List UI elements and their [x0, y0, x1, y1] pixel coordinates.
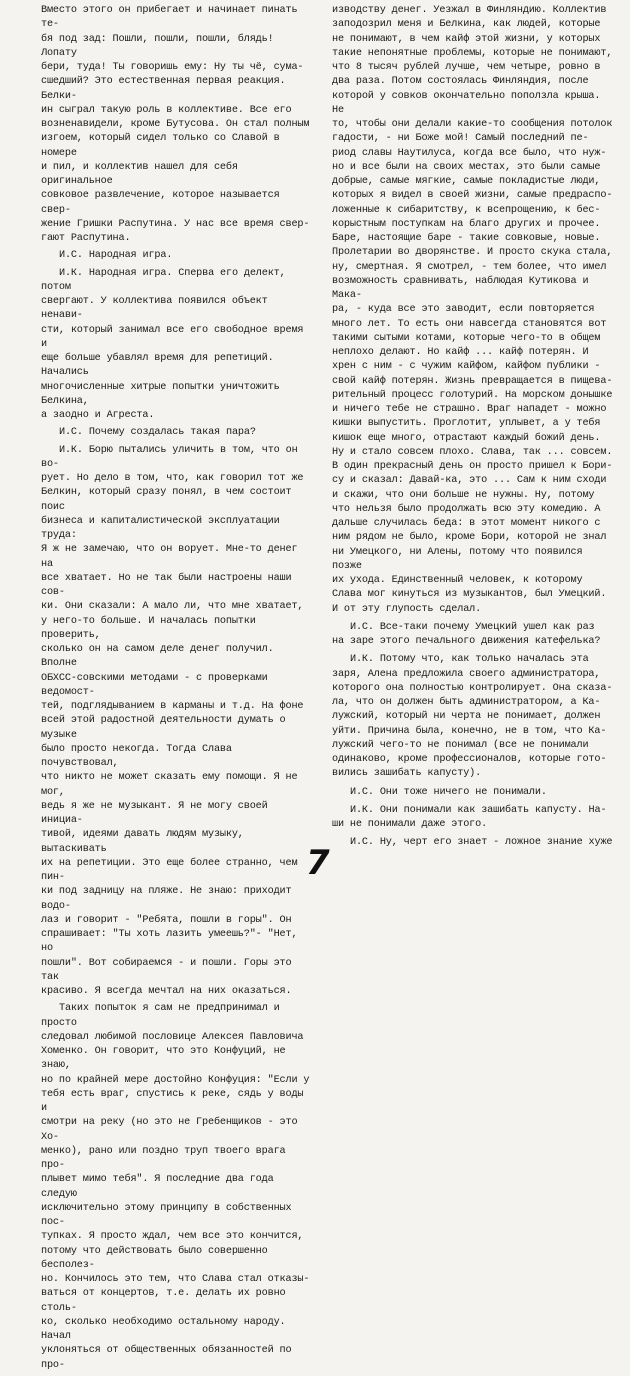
paragraph: И.К. Борю пытались уличить в том, что он во- рует. Но дело в том, что, как говорил тот же Белкин, который сразу понял, в чем состоит поис бизнеса и капиталистической эксплуатации труда: Я ж не замечаю, что он ворует. Мне-то денег на все хватает. Но не так были настроены наши сов- ки. Они сказали: А мало ли, что мне хватает, у него-то больше. И началась попытки проверить, сколько он на самом деле денег получил. Вполне ОБХСС-совскими методами - с проверками ведомост- тей, подглядыванием в карманы и т.д. На фоне всей этой радостной деятельности думать о музыке было просто некогда. Тогда Слава почувствовал, что никто не может сказать ему помощи. Я не мог, ведь я же не музыкант. Я не могу своей инициа- тивой, идеями давать людям музыку, вытаскивать их на репетиции. Это еще более странно, чем пин- ки под задницу на пляже. Не знаю: приходит водо- лаз и говорит - "Ребята, пошли в горы". Он спрашивает: "Ты хоть лазить умеешь?"- "Нет, но пошли". Вот собираемся - и пошли. Горы это так красиво. Я всегда мечтал на них оказаться.	[41, 444, 304, 997]
paragraph: Вместо этого он прибегает и начинает пинать те- бя под зад: Пошли, пошли, пошли, блядь! Лопату бери, туда! Ты говоришь ему: Ну ты чё, сума- сшедший? Это естественная первая реакция. Белки- ин сыграл такую роль в коллективе. Все его возненавидели, кроме Бутусова. Он стал полным изгоем, который сидел только со Славой в номере и пил, и коллектив нашел для себя оригинальное совковое развлечение, которое называется свер- жение Гришки Распутина. У нас все время свер- гают Распутина.	[41, 5, 310, 244]
paragraph: И.С. Народная игра.	[59, 250, 173, 262]
paragraph: И.К. Народная игра. Сперва его делект, потом свергают. У коллектива появился объект ненави- сти, который занимал все его свободное время и еще больше убавлял время для репетиций. Начались многочисленные хитрые попытки уничтожить Белкина, а заодно и Агреста.	[41, 267, 304, 421]
right-column	[332, 4, 614, 854]
page-number: 7	[306, 843, 330, 883]
paragraph: изводству денег. Уезжал в Финляндию. Коллектив заподозрил меня и Белкина, как людей, которые не понимают, в чем кайф этой жизни, у которых такие непонятные проблемы, которые не понимают, что 8 тысяч рублей лучше, чем четыре, ровно в два раза. Потом состоялась Финляндия, после которой у совков окончательно поползла крыша. Не то, чтобы они делали какие-то сообщения потолок гадости, - ни Боже мой! Самый последний пе- риод славы Наутилуса, когда все было, что нуж- но и все были на своих местах, это были самые добрые, самые мягкие, самые покладистые люди, которых я видел в своей жизни, самые предраспо- ложенные к сибаритству, к всепрощению, к бес- корыстным поступкам на благо других и прочее. Баре, настоящие баре - такие совковые, новые. Пролетарии во дворянстве. И просто скука стала, ну, смертная. Я смотрел, - тем более, что имел возможность сравнивать, наблюдая Кутикова и Мака- ра, - куда все это заводит, если повторяется много лет. То есть они навсегда становятся вот такими сытыми котами, которые чего-то в общем неплохо делают. Но кайф ... кайф потерян. И хрен с ним - с чужим кайфом, кайфом публики - свой кайф потерян. Жизнь превращается в пищева- рительный процесс голотурий. На морском донышке и ничего тебе не страшно. Враг нападет - можно кишки выпустить. Проглотит, уплывет, а у тебя кишок еще много, отрастают каждый божий день. Ну и стало совсем плохо. Слава, так ... совсем. В один прекрасный день он просто пришел к Бори- су и сказал: Давай-ка, это ... Сам к ним сходи и скажи, что они больше не нужны. Ну, потому что нельзя было продолжать всю эту комедию. А дальше случилась беда: в этот момент никого с ним рядом не было, кроме Бори, которой не знал ни Умецкого, ни Алены, потому что появился позже их ухода. Единственный человек, к которому Слава мог кинуться из музыкантов, был Умецкий. И от эту глупость сделал.	[332, 5, 613, 615]
paragraph: И.С. Ну, черт его знает - ложное знание хуже	[350, 837, 613, 849]
paragraph: И.С. Почему создалась такая пара?	[59, 427, 256, 439]
paragraph: И.С. Они тоже ничего не понимали.	[350, 786, 547, 798]
paragraph: И.К. Они понимали как зашибать капусту. На- ши не понимали даже этого.	[332, 804, 607, 830]
paragraph: И.С. Все-таки почему Умецкий ушел как раз на заре этого печального движения катефелька?	[332, 621, 601, 647]
paragraph: Таких попыток я сам не предпринимал и просто следовал любимой пословице Алексея Павловича Хоменко. Он говорит, что это Конфуций, не знаю, но по крайней мере достойно Конфуция: "Если у тебя есть враг, спустись к реке, сядь у воды и смотри на реку (но это не Гребенщиков - это Хо- менко), рано или поздно труп твоего врага про- плывет мимо тебя". Я последние два года следую исключительно этому принципу в собственных пос- тупках. Я просто ждал, чем все это кончится, потому что действовать было совершенно бесполез- но. Кончилось это тем, что Слава стал отказы- ваться от концертов, т.е. делать их ровно столь- ко, сколько необходимо остальному народу. Начал уклоняться от общественных обязанностей по про-	[41, 1003, 310, 1371]
left-column	[41, 4, 310, 1376]
paragraph: И.К. Потому что, как только началась эта заря, Алена предложила своего администратора, которого она полностью контролирует. Она сказа- ла, что он должен быть администратором, а Ка- лужский, который ни черта не понимает, должен уйти. Причина была, конечно, не в том, что Ка- лужский чего-то не понимал (все не понимали одинаково, кроме профессионалов, которые гото- вились зашибать капусту).	[332, 654, 613, 780]
